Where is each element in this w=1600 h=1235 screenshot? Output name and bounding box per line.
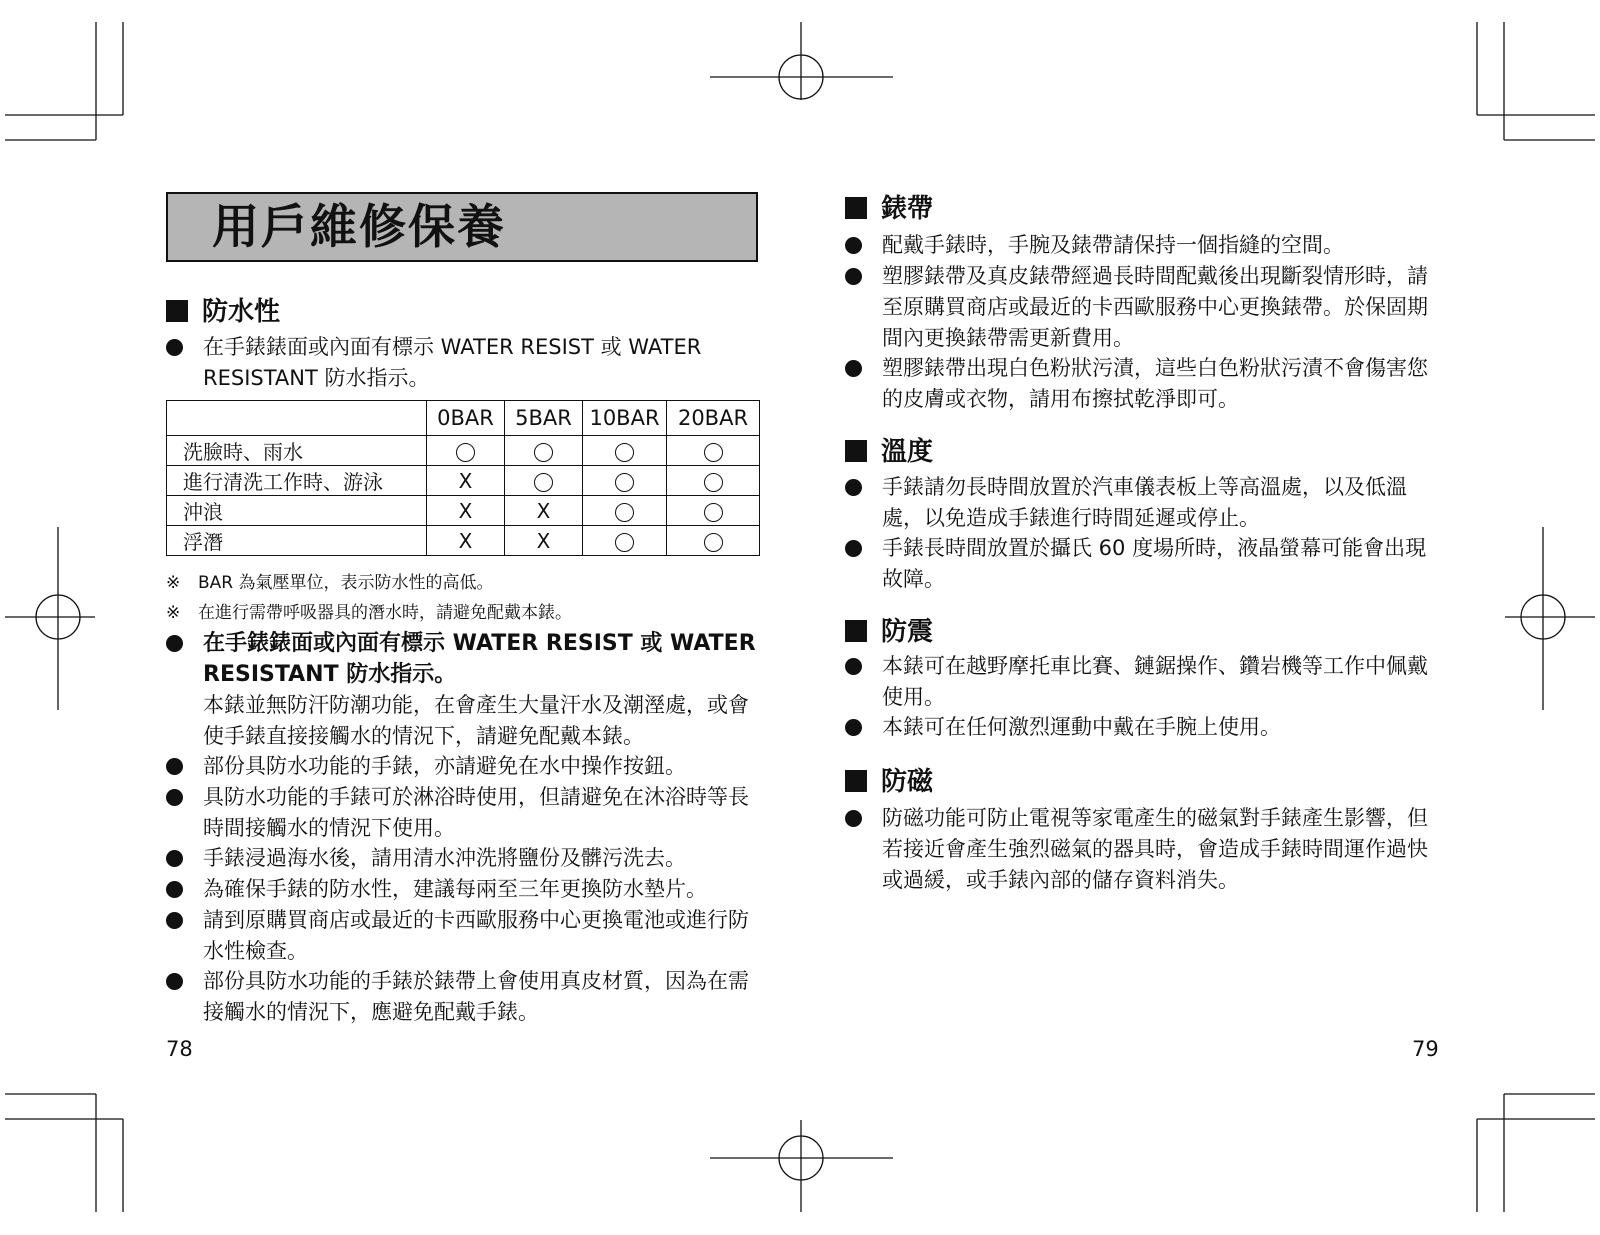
list-item <box>845 803 1445 896</box>
list-item-detail: 本錶並無防汗防潮功能，在會產生大量汗水及潮溼處，或會使手錶直接接觸水的情況下，請避免配戴本錶。 <box>203 693 749 748</box>
heading-square-icon <box>166 300 188 322</box>
list-item-text: 在手錶錶面或內面有標示 WATER RESIST 或 WATER RESISTANT 防水指示。 <box>203 631 756 687</box>
bullet-icon <box>845 540 862 557</box>
list-item-text: 手錶長時間放置於攝氏 60 度場所時，液晶螢幕可能會出現故障。 <box>882 536 1427 591</box>
list-item-text: 部份具防水功能的手錶，亦請避免在水中操作按鈕。 <box>203 754 686 778</box>
table-cell: X <box>505 496 583 526</box>
circle-icon <box>456 443 475 462</box>
list-item-text: 本錶可在越野摩托車比賽、鏈鋸操作、鑽岩機等工作中佩戴使用。 <box>882 654 1428 709</box>
table-cell <box>667 436 760 466</box>
bullet-icon <box>166 912 183 929</box>
reference-mark: ※ <box>166 573 181 593</box>
section-title: 錶帶 <box>881 194 934 224</box>
table-cell <box>667 496 760 526</box>
bullet-icon <box>845 268 862 285</box>
section-title: 防水性 <box>202 297 281 327</box>
list-item <box>166 751 762 782</box>
table-cell <box>505 466 583 496</box>
table-row <box>167 526 760 556</box>
list-item <box>166 966 762 1028</box>
table-header-cell: 20BAR <box>667 401 760 436</box>
table-cell: X <box>427 496 505 526</box>
list-item <box>845 261 1445 354</box>
bullet-icon <box>845 360 862 377</box>
footnote-text: BAR 為氣壓單位，表示防水性的高低。 <box>198 573 494 593</box>
section-title: 防磁 <box>881 767 934 797</box>
list-item-text: 為確保手錶的防水性，建議每兩至三年更換防水墊片。 <box>203 877 707 901</box>
table-row <box>167 496 760 526</box>
section-heading-magnetism <box>845 766 933 798</box>
table-cell <box>667 466 760 496</box>
list-item <box>166 332 762 394</box>
list-item <box>166 782 762 844</box>
list-item <box>166 843 762 874</box>
circle-icon <box>534 443 553 462</box>
table-row-label: 洗臉時、雨水 <box>167 436 427 466</box>
table-cell <box>667 526 760 556</box>
circle-icon <box>615 533 634 552</box>
section-heading-band <box>845 193 933 225</box>
page-title: 用戶維修保養 <box>212 200 506 255</box>
section-heading-water-resistance <box>166 296 280 328</box>
water-resistance-table <box>166 400 760 556</box>
list-item-text: 本錶可在任何激烈運動中戴在手腕上使用。 <box>882 715 1281 739</box>
table-row <box>167 466 760 496</box>
reference-mark: ※ <box>166 603 181 623</box>
list-item-text: 手錶請勿長時間放置於汽車儀表板上等高溫處，以及低溫處，以免造成手錶進行時間延遲或停止。 <box>882 475 1407 530</box>
bullet-icon <box>845 479 862 496</box>
table-cell <box>583 526 667 556</box>
list-item <box>845 712 1445 743</box>
bullet-icon <box>166 339 183 356</box>
circle-icon <box>704 503 723 522</box>
table-cell: X <box>505 526 583 556</box>
list-item-text: 在手錶錶面或內面有標示 WATER RESIST 或 WATER RESISTANT 防水指示。 <box>203 335 702 390</box>
table-cell: X <box>427 466 505 496</box>
page-number-right: 79 <box>1412 1037 1439 1061</box>
list-item <box>845 472 1445 534</box>
circle-icon <box>615 443 634 462</box>
table-cell <box>583 436 667 466</box>
list-item <box>166 905 762 967</box>
table-row <box>167 436 760 466</box>
table-header-cell: 5BAR <box>505 401 583 436</box>
list-item <box>845 230 1445 261</box>
list-item-text: 配戴手錶時，手腕及錶帶請保持一個指縫的空間。 <box>882 233 1344 257</box>
table-header-cell: 0BAR <box>427 401 505 436</box>
table-header-cell: 10BAR <box>583 401 667 436</box>
table-cell <box>583 496 667 526</box>
table-cell: X <box>427 526 505 556</box>
table-cell <box>427 436 505 466</box>
list-item-text: 請到原購買商店或最近的卡西歐服務中心更換電池或進行防水性檢查。 <box>203 908 749 963</box>
section-title: 溫度 <box>881 437 934 467</box>
bullet-icon <box>166 758 183 775</box>
list-item-text: 具防水功能的手錶可於淋浴時使用，但請避免在沐浴時等長時間接觸水的情況下使用。 <box>203 785 749 840</box>
table-header-cell <box>167 401 427 436</box>
table-row-label: 進行清洗工作時、游泳 <box>167 466 427 496</box>
page-title-banner <box>166 192 758 262</box>
table-cell <box>583 466 667 496</box>
list-item-emphasis <box>166 628 762 690</box>
bullet-icon <box>166 789 183 806</box>
bullet-icon <box>166 881 183 898</box>
list-item <box>845 651 1445 713</box>
footnote <box>166 571 494 595</box>
heading-square-icon <box>845 620 867 642</box>
section-heading-shock <box>845 616 933 648</box>
list-item-text: 手錶浸過海水後，請用清水沖洗將鹽份及髒污洗去。 <box>203 846 686 870</box>
bullet-icon <box>166 973 183 990</box>
bullet-icon <box>845 810 862 827</box>
circle-icon <box>704 533 723 552</box>
bullet-icon <box>845 719 862 736</box>
heading-square-icon <box>845 197 867 219</box>
section-title: 防震 <box>881 617 934 647</box>
bullet-icon <box>166 635 183 652</box>
list-item-text: 塑膠錶帶及真皮錶帶經過長時間配戴後出現斷裂情形時，請至原購買商店或最近的卡西歐服務中心更換錶帶。於保固期間內更換錶帶需更新費用。 <box>882 264 1428 350</box>
list-item <box>166 874 762 905</box>
circle-icon <box>704 473 723 492</box>
heading-square-icon <box>845 770 867 792</box>
table-cell <box>505 436 583 466</box>
list-item <box>845 353 1445 415</box>
section-heading-temperature <box>845 436 933 468</box>
table-row-label: 浮潛 <box>167 526 427 556</box>
circle-icon <box>615 503 634 522</box>
footnote-text: 在進行需帶呼吸器具的潛水時，請避免配戴本錶。 <box>198 603 572 623</box>
list-item <box>845 533 1445 595</box>
bullet-icon <box>166 850 183 867</box>
circle-icon <box>615 473 634 492</box>
heading-square-icon <box>845 440 867 462</box>
circle-icon <box>534 473 553 492</box>
page-number-left: 78 <box>166 1037 193 1061</box>
list-item-text: 部份具防水功能的手錶於錶帶上會使用真皮材質，因為在需接觸水的情況下，應避免配戴手錶。 <box>203 969 749 1024</box>
list-item-text: 防磁功能可防止電視等家電產生的磁氣對手錶產生影響，但若接近會產生強烈磁氣的器具時，會造成手錶時間運作過快或過緩，或手錶內部的儲存資料消失。 <box>882 806 1428 892</box>
bullet-icon <box>845 658 862 675</box>
bullet-icon <box>845 237 862 254</box>
table-header-row <box>167 401 760 436</box>
circle-icon <box>704 443 723 462</box>
list-item-text: 塑膠錶帶出現白色粉狀污漬，這些白色粉狀污漬不會傷害您的皮膚或衣物，請用布擦拭乾淨即可。 <box>882 356 1428 411</box>
table-row-label: 沖浪 <box>167 496 427 526</box>
footnote <box>166 601 572 625</box>
